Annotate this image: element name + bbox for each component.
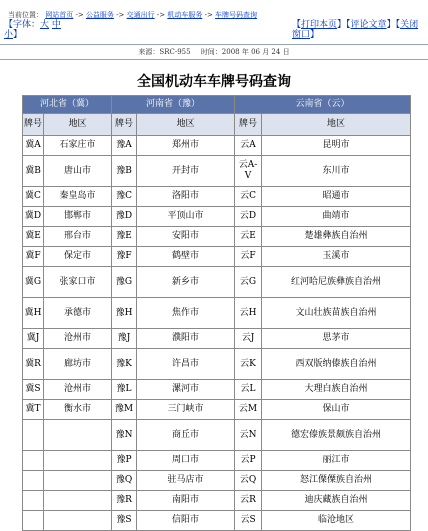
hebei-plate-cell: 冀B [23, 156, 44, 187]
plate-table-body [23, 136, 411, 531]
table-row [23, 349, 411, 380]
henan-plate-cell: 豫N [112, 420, 137, 451]
font-size-label: 【字体： [4, 20, 41, 30]
table-row [23, 491, 411, 511]
henan-region-cell: 鹤壁市 [137, 247, 235, 267]
henan-region-cell: 开封市 [137, 156, 235, 187]
yunnan-region-cell: 怒江傈僳族自治州 [262, 471, 411, 491]
font-size-close: 】 [13, 30, 23, 40]
print-page-link[interactable]: 打印本页 [301, 20, 338, 30]
hebei-plate-cell [23, 420, 44, 451]
column-header-plate: 牌号 [112, 114, 137, 136]
henan-plate-cell: 豫B [112, 156, 137, 187]
hebei-plate-cell: 冀A [23, 136, 44, 156]
hebei-plate-cell [23, 451, 44, 471]
henan-region-cell: 洛阳市 [137, 187, 235, 207]
page-actions: 【打印本页】【评论文章】【关闭窗口】 [292, 20, 419, 40]
hebei-region-cell: 秦皇岛市 [44, 187, 112, 207]
hebei-plate-cell: 冀E [23, 227, 44, 247]
breadcrumb [8, 10, 257, 20]
henan-plate-cell: 豫G [112, 267, 137, 298]
hebei-region-cell: 唐山市 [44, 156, 112, 187]
table-row [23, 247, 411, 267]
henan-region-cell: 驻马店市 [137, 471, 235, 491]
yunnan-plate-cell: 云R [235, 491, 262, 511]
yunnan-plate-cell: 云K [235, 349, 262, 380]
table-row [23, 298, 411, 329]
table-row [23, 420, 411, 451]
hebei-plate-cell: 冀G [23, 267, 44, 298]
table-row [23, 136, 411, 156]
yunnan-plate-cell: 云L [235, 380, 262, 400]
hebei-region-cell [44, 420, 112, 451]
font-size-control [4, 20, 61, 40]
henan-region-cell: 平顶山市 [137, 207, 235, 227]
hebei-region-cell: 石家庄市 [44, 136, 112, 156]
henan-region-cell: 商丘市 [137, 420, 235, 451]
hebei-plate-cell: 冀H [23, 298, 44, 329]
table-row [23, 267, 411, 298]
hebei-plate-cell: 冀T [23, 400, 44, 420]
yunnan-region-cell: 玉溪市 [262, 247, 411, 267]
hebei-plate-cell: 冀C [23, 187, 44, 207]
yunnan-plate-cell: 云A-V [235, 156, 262, 187]
yunnan-plate-cell: 云P [235, 451, 262, 471]
hebei-plate-cell: 冀R [23, 349, 44, 380]
breadcrumb-link-home[interactable]: 网站首页 [45, 11, 74, 19]
page-title: 全国机动车车牌号码查询 [137, 74, 291, 90]
breadcrumb-link-plate-query[interactable]: 车牌号码查询 [215, 11, 258, 19]
henan-region-cell: 漯河市 [137, 380, 235, 400]
yunnan-plate-cell: 云H [235, 298, 262, 329]
henan-plate-cell: 豫A [112, 136, 137, 156]
hebei-region-cell [44, 471, 112, 491]
hebei-region-cell: 沧州市 [44, 380, 112, 400]
column-header-region: 地区 [137, 114, 235, 136]
column-header-region: 地区 [44, 114, 112, 136]
henan-plate-cell: 豫H [112, 298, 137, 329]
yunnan-region-cell: 昆明市 [262, 136, 411, 156]
yunnan-region-cell: 保山市 [262, 400, 411, 420]
font-small-link[interactable]: 小 [4, 30, 14, 40]
henan-region-cell: 郑州市 [137, 136, 235, 156]
henan-plate-cell: 豫S [112, 511, 137, 531]
hebei-region-cell [44, 511, 112, 531]
hebei-region-cell: 邢台市 [44, 227, 112, 247]
breadcrumb-separator: -> [116, 11, 127, 19]
henan-region-cell: 焦作市 [137, 298, 235, 329]
hebei-region-cell: 张家口市 [44, 267, 112, 298]
table-row [23, 187, 411, 207]
yunnan-region-cell: 临沧地区 [262, 511, 411, 531]
hebei-region-cell: 邯郸市 [44, 207, 112, 227]
breadcrumb-separator: -> [204, 11, 216, 19]
yunnan-plate-cell: 云D [235, 207, 262, 227]
henan-region-cell: 周口市 [137, 451, 235, 471]
yunnan-region-cell: 文山壮族苗族自治州 [262, 298, 411, 329]
hebei-plate-cell [23, 471, 44, 491]
henan-plate-cell: 豫C [112, 187, 137, 207]
henan-plate-cell: 豫R [112, 491, 137, 511]
table-row [23, 451, 411, 471]
hebei-plate-cell: 冀D [23, 207, 44, 227]
henan-plate-cell: 豫E [112, 227, 137, 247]
henan-region-cell: 南阳市 [137, 491, 235, 511]
province-header-henan: 河南省（豫） [112, 96, 235, 114]
table-row [23, 227, 411, 247]
hebei-region-cell: 廊坊市 [44, 349, 112, 380]
breadcrumb-separator: -> [75, 11, 86, 19]
province-header-yunnan: 云南省（云） [235, 96, 411, 114]
yunnan-plate-cell: 云S [235, 511, 262, 531]
column-header-region: 地区 [262, 114, 411, 136]
table-row [23, 511, 411, 531]
yunnan-region-cell: 德宏傣族景颇族自治州 [262, 420, 411, 451]
breadcrumb-link-traffic[interactable]: 交通出行 [126, 11, 155, 19]
breadcrumb-prefix: 当前位置： [8, 11, 43, 19]
table-row [23, 400, 411, 420]
yunnan-region-cell: 丽江市 [262, 451, 411, 471]
hebei-plate-cell: 冀S [23, 380, 44, 400]
henan-plate-cell: 豫J [112, 329, 137, 349]
article-time: 时间：2008 年 06 月 24 日 [200, 48, 290, 56]
yunnan-plate-cell: 云C [235, 187, 262, 207]
yunnan-region-cell: 思茅市 [262, 329, 411, 349]
plate-table [22, 95, 411, 531]
henan-plate-cell: 豫Q [112, 471, 137, 491]
henan-region-cell: 三门峡市 [137, 400, 235, 420]
column-header-plate: 牌号 [235, 114, 262, 136]
article-source: 来源：SRC-955 [138, 48, 191, 56]
hebei-region-cell: 衡水市 [44, 400, 112, 420]
hebei-region-cell: 承德市 [44, 298, 112, 329]
henan-plate-cell: 豫D [112, 207, 137, 227]
hebei-plate-cell [23, 511, 44, 531]
yunnan-region-cell: 迪庆藏族自治州 [262, 491, 411, 511]
yunnan-region-cell: 红河哈尼族彝族自治州 [262, 267, 411, 298]
close-window-link[interactable]: 关闭窗口 [292, 20, 419, 40]
article-info [0, 44, 428, 60]
yunnan-plate-cell: 云E [235, 227, 262, 247]
henan-plate-cell: 豫F [112, 247, 137, 267]
yunnan-region-cell: 楚雄彝族自治州 [262, 227, 411, 247]
yunnan-plate-cell: 云F [235, 247, 262, 267]
yunnan-region-cell: 大理白族自治州 [262, 380, 411, 400]
yunnan-region-cell: 西双版纳傣族自治州 [262, 349, 411, 380]
toolbar [0, 20, 428, 40]
hebei-plate-cell: 冀J [23, 329, 44, 349]
henan-plate-cell: 豫M [112, 400, 137, 420]
comment-article-link[interactable]: 评论文章 [350, 20, 387, 30]
yunnan-region-cell: 昭通市 [262, 187, 411, 207]
font-large-link[interactable]: 大 [40, 20, 50, 30]
yunnan-plate-cell: 云G [235, 267, 262, 298]
hebei-region-cell: 沧州市 [44, 329, 112, 349]
henan-region-cell: 许昌市 [137, 349, 235, 380]
henan-region-cell: 安阳市 [137, 227, 235, 247]
yunnan-region-cell: 曲靖市 [262, 207, 411, 227]
henan-plate-cell: 豫P [112, 451, 137, 471]
font-medium-link[interactable]: 中 [51, 20, 61, 30]
henan-plate-cell: 豫K [112, 349, 137, 380]
yunnan-region-cell: 东川市 [262, 156, 411, 187]
yunnan-plate-cell: 云M [235, 400, 262, 420]
breadcrumb-separator: -> [156, 11, 168, 19]
column-header-plate: 牌号 [23, 114, 44, 136]
table-row [23, 207, 411, 227]
hebei-plate-cell [23, 491, 44, 511]
henan-region-cell: 信阳市 [137, 511, 235, 531]
henan-region-cell: 濮阳市 [137, 329, 235, 349]
yunnan-plate-cell: 云J [235, 329, 262, 349]
province-header-hebei: 河北省（冀） [23, 96, 112, 114]
yunnan-plate-cell: 云A [235, 136, 262, 156]
henan-region-cell: 新乡市 [137, 267, 235, 298]
hebei-region-cell [44, 451, 112, 471]
yunnan-plate-cell: 云Q [235, 471, 262, 491]
table-row [23, 471, 411, 491]
table-row [23, 156, 411, 187]
hebei-region-cell: 保定市 [44, 247, 112, 267]
hebei-region-cell [44, 491, 112, 511]
henan-plate-cell: 豫L [112, 380, 137, 400]
hebei-plate-cell: 冀F [23, 247, 44, 267]
breadcrumb-link-public-service[interactable]: 公益服务 [85, 11, 114, 19]
yunnan-plate-cell: 云N [235, 420, 262, 451]
table-row [23, 329, 411, 349]
breadcrumb-link-vehicle-service[interactable]: 机动车服务 [167, 11, 203, 19]
table-row [23, 380, 411, 400]
